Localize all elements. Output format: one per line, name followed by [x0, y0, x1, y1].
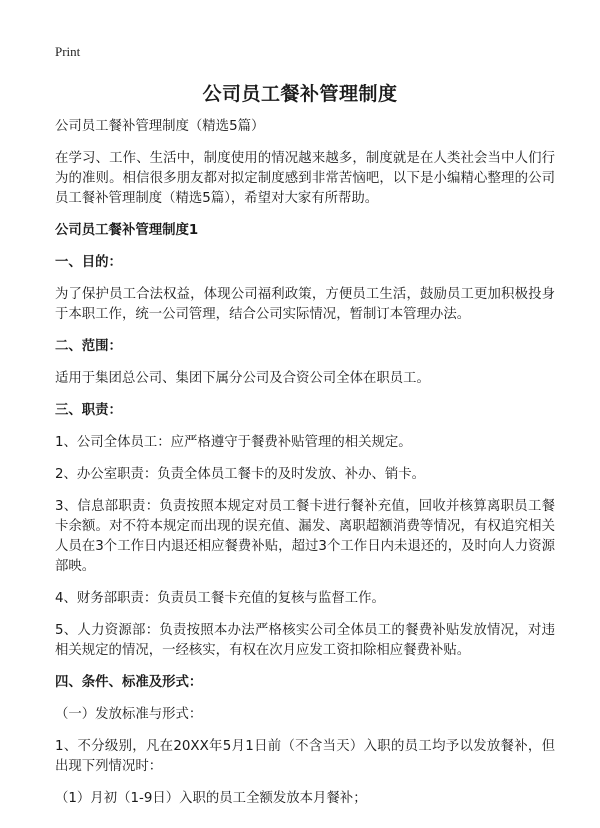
- duty-item: 3、信息部职责：负责按照本规定对员工餐卡进行餐补充值，回收并核算离职员工餐卡余额。对不符本规定而出现的误充值、漏发、离职超额消费等情况，有权追究相关人员在3个工作日内退还相应餐费补贴，超过3个工作日内未退还的，及时向人力资源部映。: [55, 499, 555, 574]
- heading-scope: 二、范围：: [55, 339, 122, 354]
- section-title: 公司员工餐补管理制度1: [55, 223, 199, 238]
- heading-duties: 三、职责：: [55, 403, 122, 418]
- condition-item: 1、不分级别，凡在20XX年5月1日前（不含当天）入职的员工均予以发放餐补，但出现下列情况时：: [55, 739, 555, 774]
- scope-paragraph: 适用于集团总公司、集团下属分公司及合资公司全体在职员工。: [55, 371, 430, 386]
- page-title: 公司员工餐补管理制度: [202, 83, 398, 105]
- conditions-subheading: （一）发放标准与形式：: [55, 707, 203, 722]
- intro-paragraph: 在学习、工作、生活中，制度使用的情况越来越多，制度就是在人类社会当中人们行为的准则。相信很多朋友都对拟定制度感到非常苦恼吧，以下是小编精心整理的公司员工餐补管理制度（精选5篇），希望对大家有所帮助。: [55, 151, 555, 206]
- duty-item: 4、财务部职责：负责员工餐卡充值的复核与监督工作。: [55, 591, 385, 606]
- duty-item: 1、公司全体员工：应严格遵守于餐费补贴管理的相关规定。: [55, 435, 412, 450]
- purpose-paragraph: 为了保护员工合法权益，体现公司福利政策，方便员工生活，鼓励员工更加积极投身于本职工作，统一公司管理，结合公司实际情况，暂制订本管理办法。: [55, 287, 555, 322]
- heading-purpose: 一、目的：: [55, 255, 122, 270]
- duty-item: 2、办公室职责：负责全体员工餐卡的及时发放、补办、销卡。: [55, 467, 426, 482]
- heading-conditions: 四、条件、标准及形式：: [55, 675, 203, 690]
- document-subtitle: 公司员工餐补管理制度（精选5篇）: [55, 119, 265, 134]
- duty-item: 5、人力资源部：负责按照本办法严格核实公司全体员工的餐费补贴发放情况，对违相关规定的情况，一经核实，有权在次月应发工资扣除相应餐费补贴。: [55, 623, 555, 658]
- condition-subitem: （1）月初（1-9日）入职的员工全额发放本月餐补；: [55, 791, 367, 806]
- print-link[interactable]: Print: [55, 44, 81, 59]
- document-body: [55, 117, 555, 821]
